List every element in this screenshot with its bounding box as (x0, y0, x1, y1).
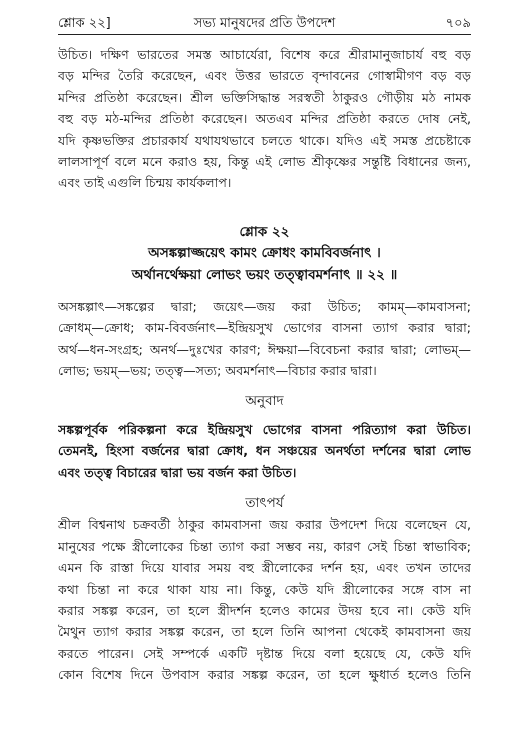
sanskrit-verse (58, 243, 471, 286)
purport-line: করার সঙ্কল্প করেন, তা হলে স্ত্রীদর্শন হলেও কামের উদয় হবে না। কেউ যদি (58, 602, 471, 618)
purport-line: মানুষের পক্ষে স্ত্রীলোকের চিন্তা ত্যাগ করা সম্ভব নয়, কারণ সেই চিন্তা স্বাভাবিক; (58, 538, 471, 554)
purport-line: মৈথুন ত্যাগ করার সঙ্কল্প করেন, তা হলে তিনি আপনা থেকেই কামবাসনা জয় (58, 624, 471, 640)
translation-line: তেমনই, হিংসা বর্জনের দ্বারা ক্রোধ, ধন সঞ্চয়ের অনর্থতা দর্শনের দ্বারা লোভ (58, 443, 471, 459)
translation-line: এবং তত্ত্ব বিচারের দ্বারা ভয় বর্জন করা উচিত। (58, 464, 297, 480)
header-chapter-title: সভ্য মানুষদের প্রতি উপদেশ (193, 16, 336, 31)
header-verse-ref: শ্লোক ২২] (58, 16, 111, 31)
translation-heading: অনুবাদ (245, 393, 284, 410)
translation (58, 419, 471, 483)
purport-line: এমন কি রাস্তা দিয়ে যাবার সময় বহু স্ত্রীলোকের দর্শন হয়, এবং তখন তাদের (58, 560, 471, 576)
text-line: বহু বড় মঠ-মন্দির প্রতিষ্ঠা করেছেন। অতএব মন্দির প্রতিষ্ঠা করতে দোষ নেই, (58, 111, 471, 127)
page-body (58, 44, 471, 686)
translation-line: সঙ্কল্পপূর্বক পরিকল্পনা করে ইন্দ্রিয়সুখ ভোগের বাসনা পরিত্যাগ করা উচিত। (58, 421, 471, 437)
text-line: লালসাপূর্ণ বলে মনে করাও হয়, কিন্তু এই লোভ শ্রীকৃষ্ণের সন্তুষ্টি বিধানের জন্য, (58, 153, 471, 169)
word-synonyms (58, 296, 471, 382)
purport-line: শ্রীল বিশ্বনাথ চক্রবর্তী ঠাকুর কামবাসনা জয় করার উপদেশ দিয়ে বলেছেন যে, (58, 517, 471, 533)
text-line: মন্দির প্রতিষ্ঠা করেছেন। শ্রীল ভক্তিসিদ্ধান্ত সরস্বতী ঠাকুরও গৌড়ীয় মঠ নামক (58, 89, 471, 105)
running-header (58, 14, 471, 34)
verse-line: অর্থানর্থেক্ষয়া লোভং ভয়ং তত্ত্বাবমর্শনাৎ ॥ ২২ ॥ (131, 266, 398, 283)
page-number: ৭০৯ (445, 16, 471, 31)
purport-line: করতে পারেন। সেই সম্পর্কে একটি দৃষ্টান্ত দিয়ে বলা হয়েছে যে, কেউ যদি (58, 645, 471, 661)
verse-heading: শ্লোক ২২ (239, 223, 290, 240)
synonym-line: অসঙ্কল্পাৎ—সঙ্কল্পের দ্বারা; জয়েৎ—জয় করা উচিত; কামম্—কামবাসনা; (58, 298, 471, 314)
purport-line: কথা চিন্তা না করে থাকা যায় না। কিন্তু, কেউ যদি স্ত্রীলোকের সঙ্গে বাস না (58, 581, 471, 597)
intro-paragraph (58, 44, 471, 194)
purport-paragraph (58, 514, 471, 685)
synonym-line: ক্রোধম্—ক্রোধ; কাম-বিবর্জনাৎ—ইন্দ্রিয়সুখ ভোগের বাসনা ত্যাগ করার দ্বারা; (58, 320, 471, 336)
purport-heading: তাৎপর্য (245, 495, 284, 512)
text-line: উচিত। দক্ষিণ ভারতের সমস্ত আচার্যেরা, বিশেষ করে শ্রীরামানুজাচার্য বহু বড় (58, 47, 471, 62)
purport-line: কোন বিশেষ দিনে উপবাস করার সঙ্কল্প করেন, তা হলে ক্ষুধার্ত হলেও তিনি (58, 667, 471, 683)
text-line: বড় মন্দির তৈরি করেছেন, এবং উত্তর ভারতে বৃন্দাবনের গোস্বামীগণ বড় বড় (58, 68, 471, 84)
text-line: যদি কৃষ্ণভক্তির প্রচারকার্য যথাযথভাবে চলতে থাকে। যদিও এই সমস্ত প্রচেষ্টাকে (58, 132, 471, 148)
text-line: এবং তাই এগুলি চিন্ময় কার্যকলাপ। (58, 175, 232, 191)
verse-line: অসঙ্কল্পাজ্জয়েৎ কামং ক্রোধং কামবিবর্জনাৎ । (148, 245, 381, 262)
header-rule (58, 34, 471, 35)
synonym-line: লোভ; ভয়ম্—ভয়; তত্ত্ব—সত্য; অবমর্শনাৎ—বিচার করার দ্বারা। (58, 363, 377, 379)
synonym-line: অর্থ—ধন-সংগ্রহ; অনর্থ—দুঃখের কারণ; ঈক্ষয়া—বিবেচনা করার দ্বারা; লোভম্— (58, 341, 471, 357)
